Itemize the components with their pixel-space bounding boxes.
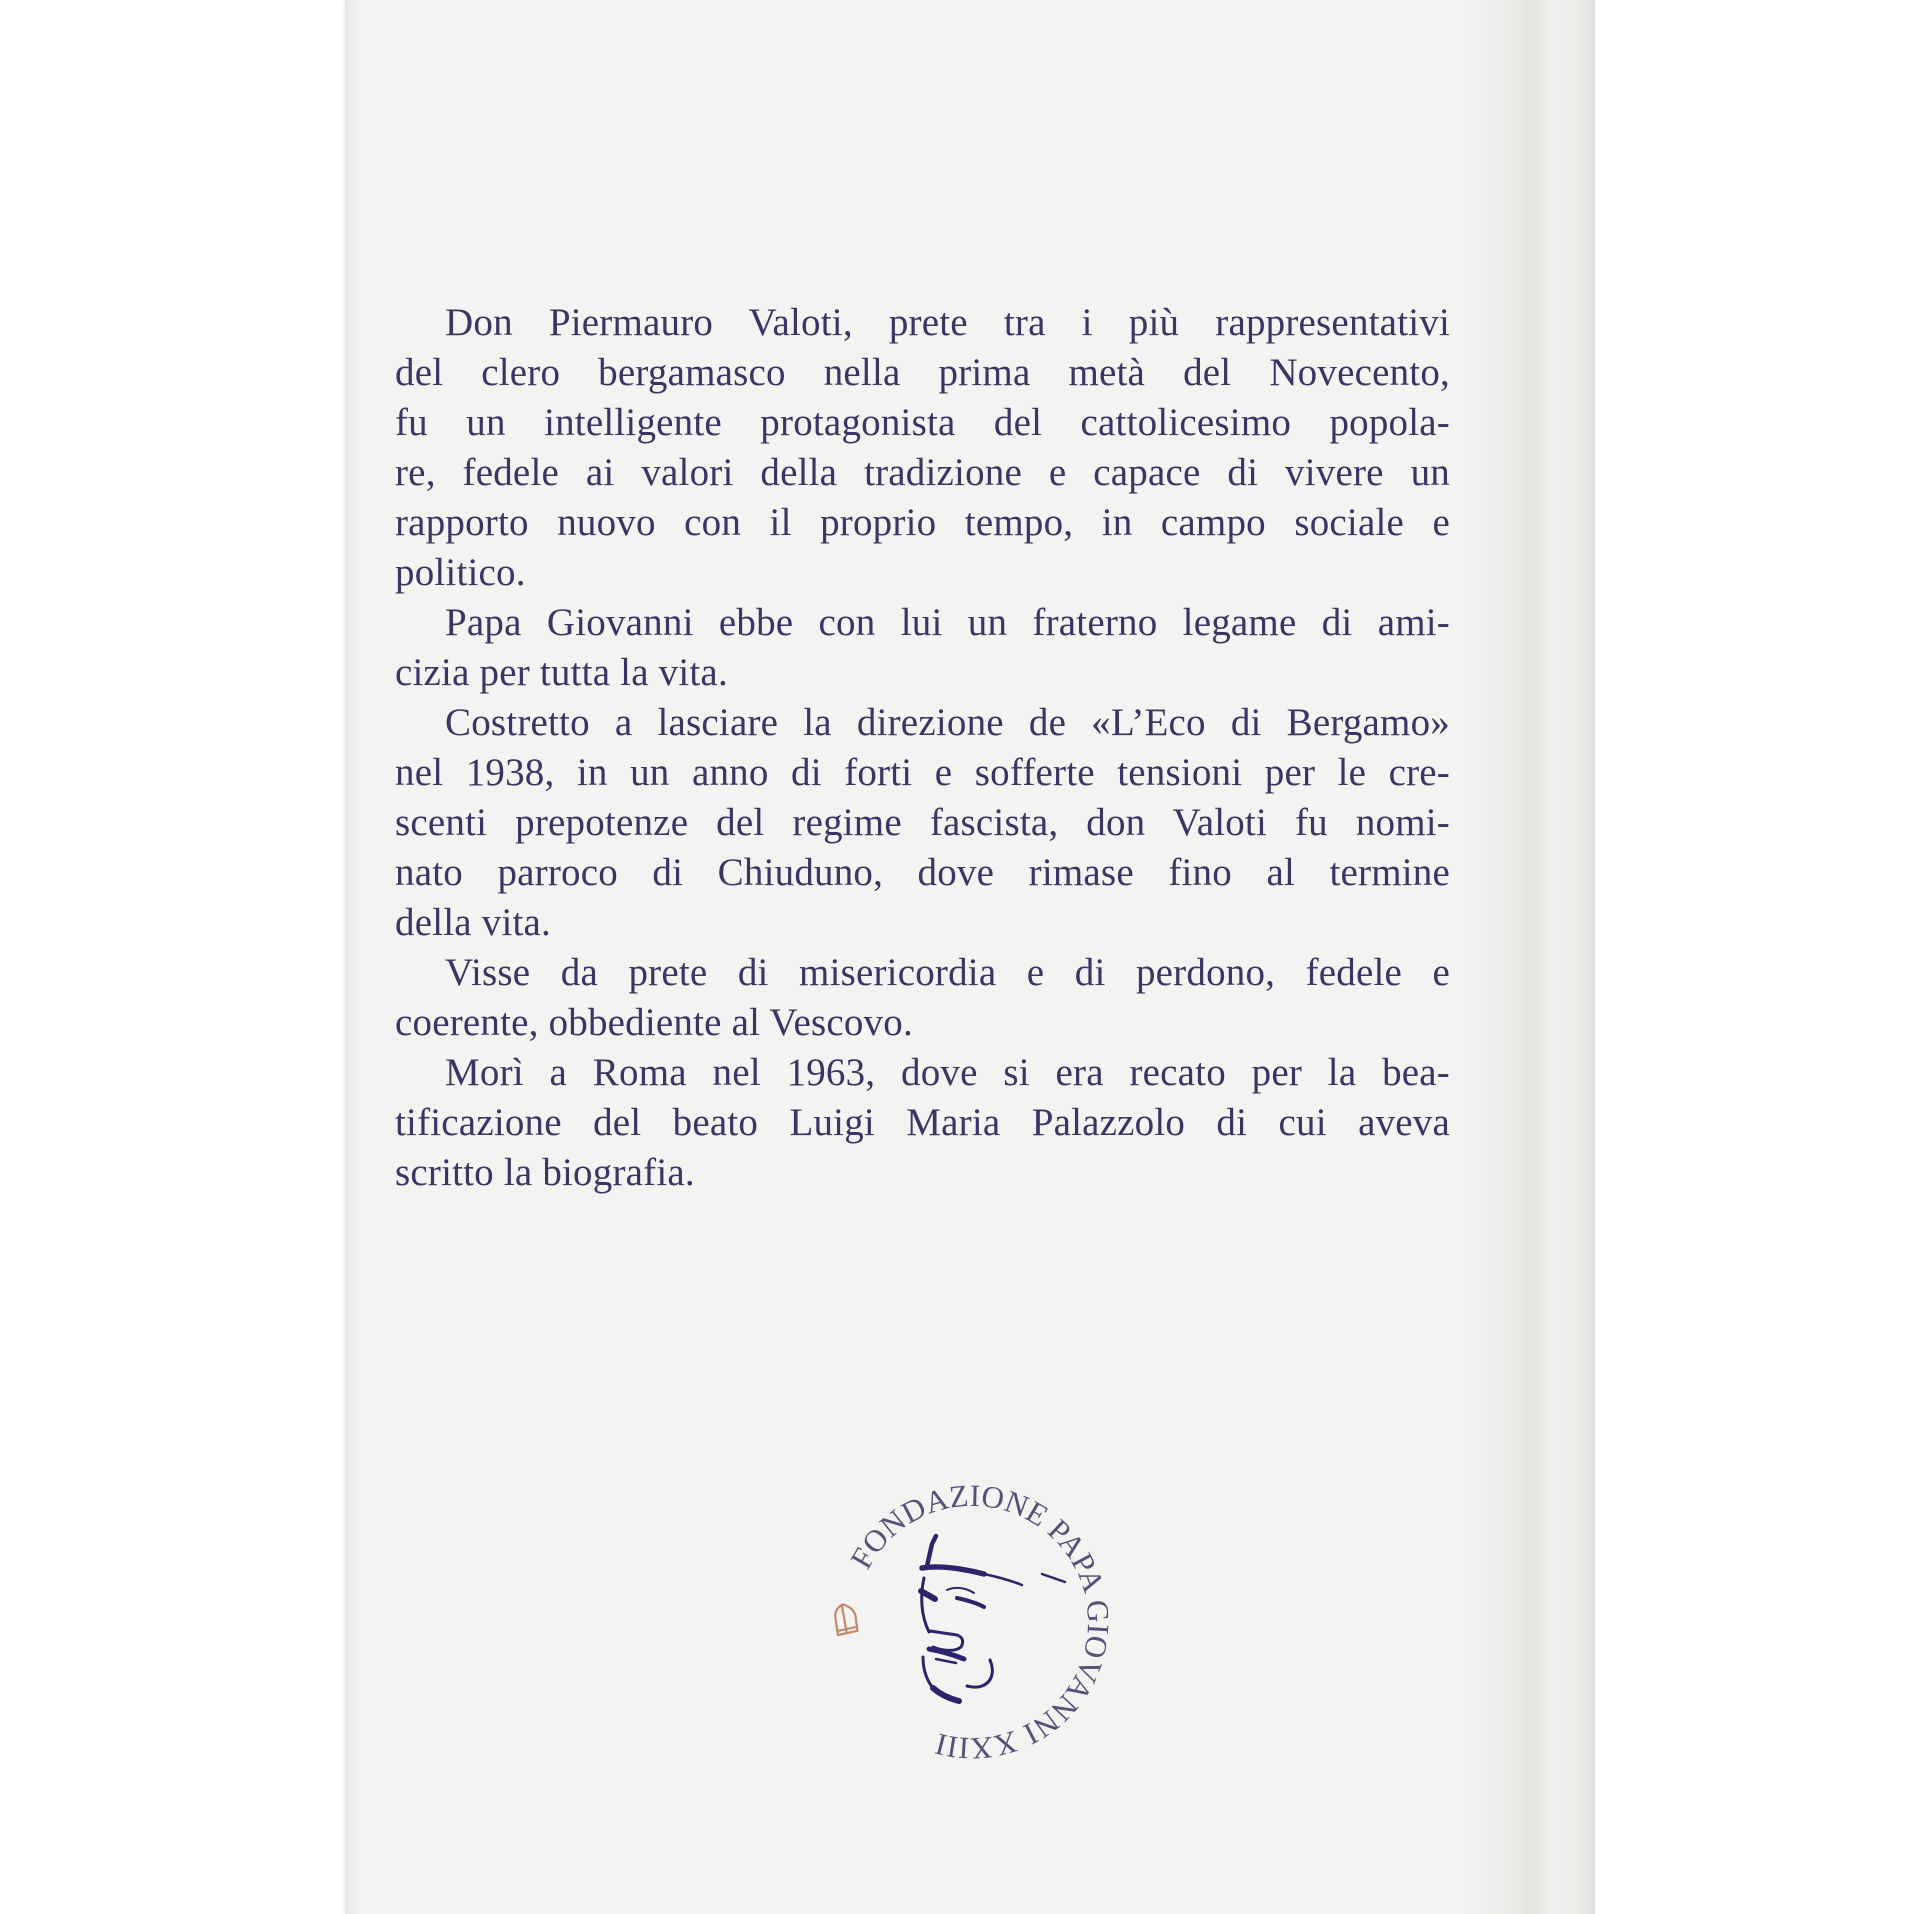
book-back-cover [345,0,1595,1914]
text-line: re, fedele ai valori della tradizione e capace di vivere un [395,451,1450,494]
text-line: scritto la biografia. [395,1151,695,1194]
text-line: Visse da prete di misericordia e di perdono, fedele e [445,951,1450,994]
text-line: politico. [395,551,526,594]
text-line: Don Piermauro Valoti, prete tra i più rappresentativi [445,301,1450,344]
text-line: Costretto a lasciare la direzione de «L’Eco di Bergamo» [445,701,1450,744]
text-line: coerente, obbediente al Vescovo. [395,1001,913,1044]
back-cover-text [395,298,1450,1198]
text-line: tificazione del beato Luigi Maria Palazzolo di cui aveva [395,1101,1450,1144]
mitre-icon [832,1602,859,1635]
text-line: della vita. [395,901,551,944]
text-line: nel 1938, in un anno di forti e sofferte tensioni per le cre- [395,751,1450,794]
text-line: rapporto nuovo con il proprio tempo, in campo sociale e [395,501,1450,544]
logo-ring-text: FONDAZIONE PAPA GIOVANNI XXIII [843,1477,1117,1767]
text-line: nato parroco di Chiuduno, dove rimase fino al termine [395,851,1450,894]
page-left-edge-shadow [345,0,359,1914]
text-line: Morì a Roma nel 1963, dove si era recato per la bea- [445,1051,1450,1094]
text-line: scenti prepotenze del regime fascista, don Valoti fu nomi- [395,801,1450,844]
pope-face-sketch [921,1536,1065,1701]
text-line: del clero bergamasco nella prima metà del Novecento, [395,351,1450,394]
text-line: cizia per tutta la vita. [395,651,728,694]
text-line: Papa Giovanni ebbe con lui un fraterno legame di ami- [445,601,1450,644]
text-line: fu un intelligente protagonista del cattolicesimo popola- [395,401,1450,444]
foundation-logo-stamp [700,1400,1200,1900]
page-spine-shading [1465,0,1595,1914]
